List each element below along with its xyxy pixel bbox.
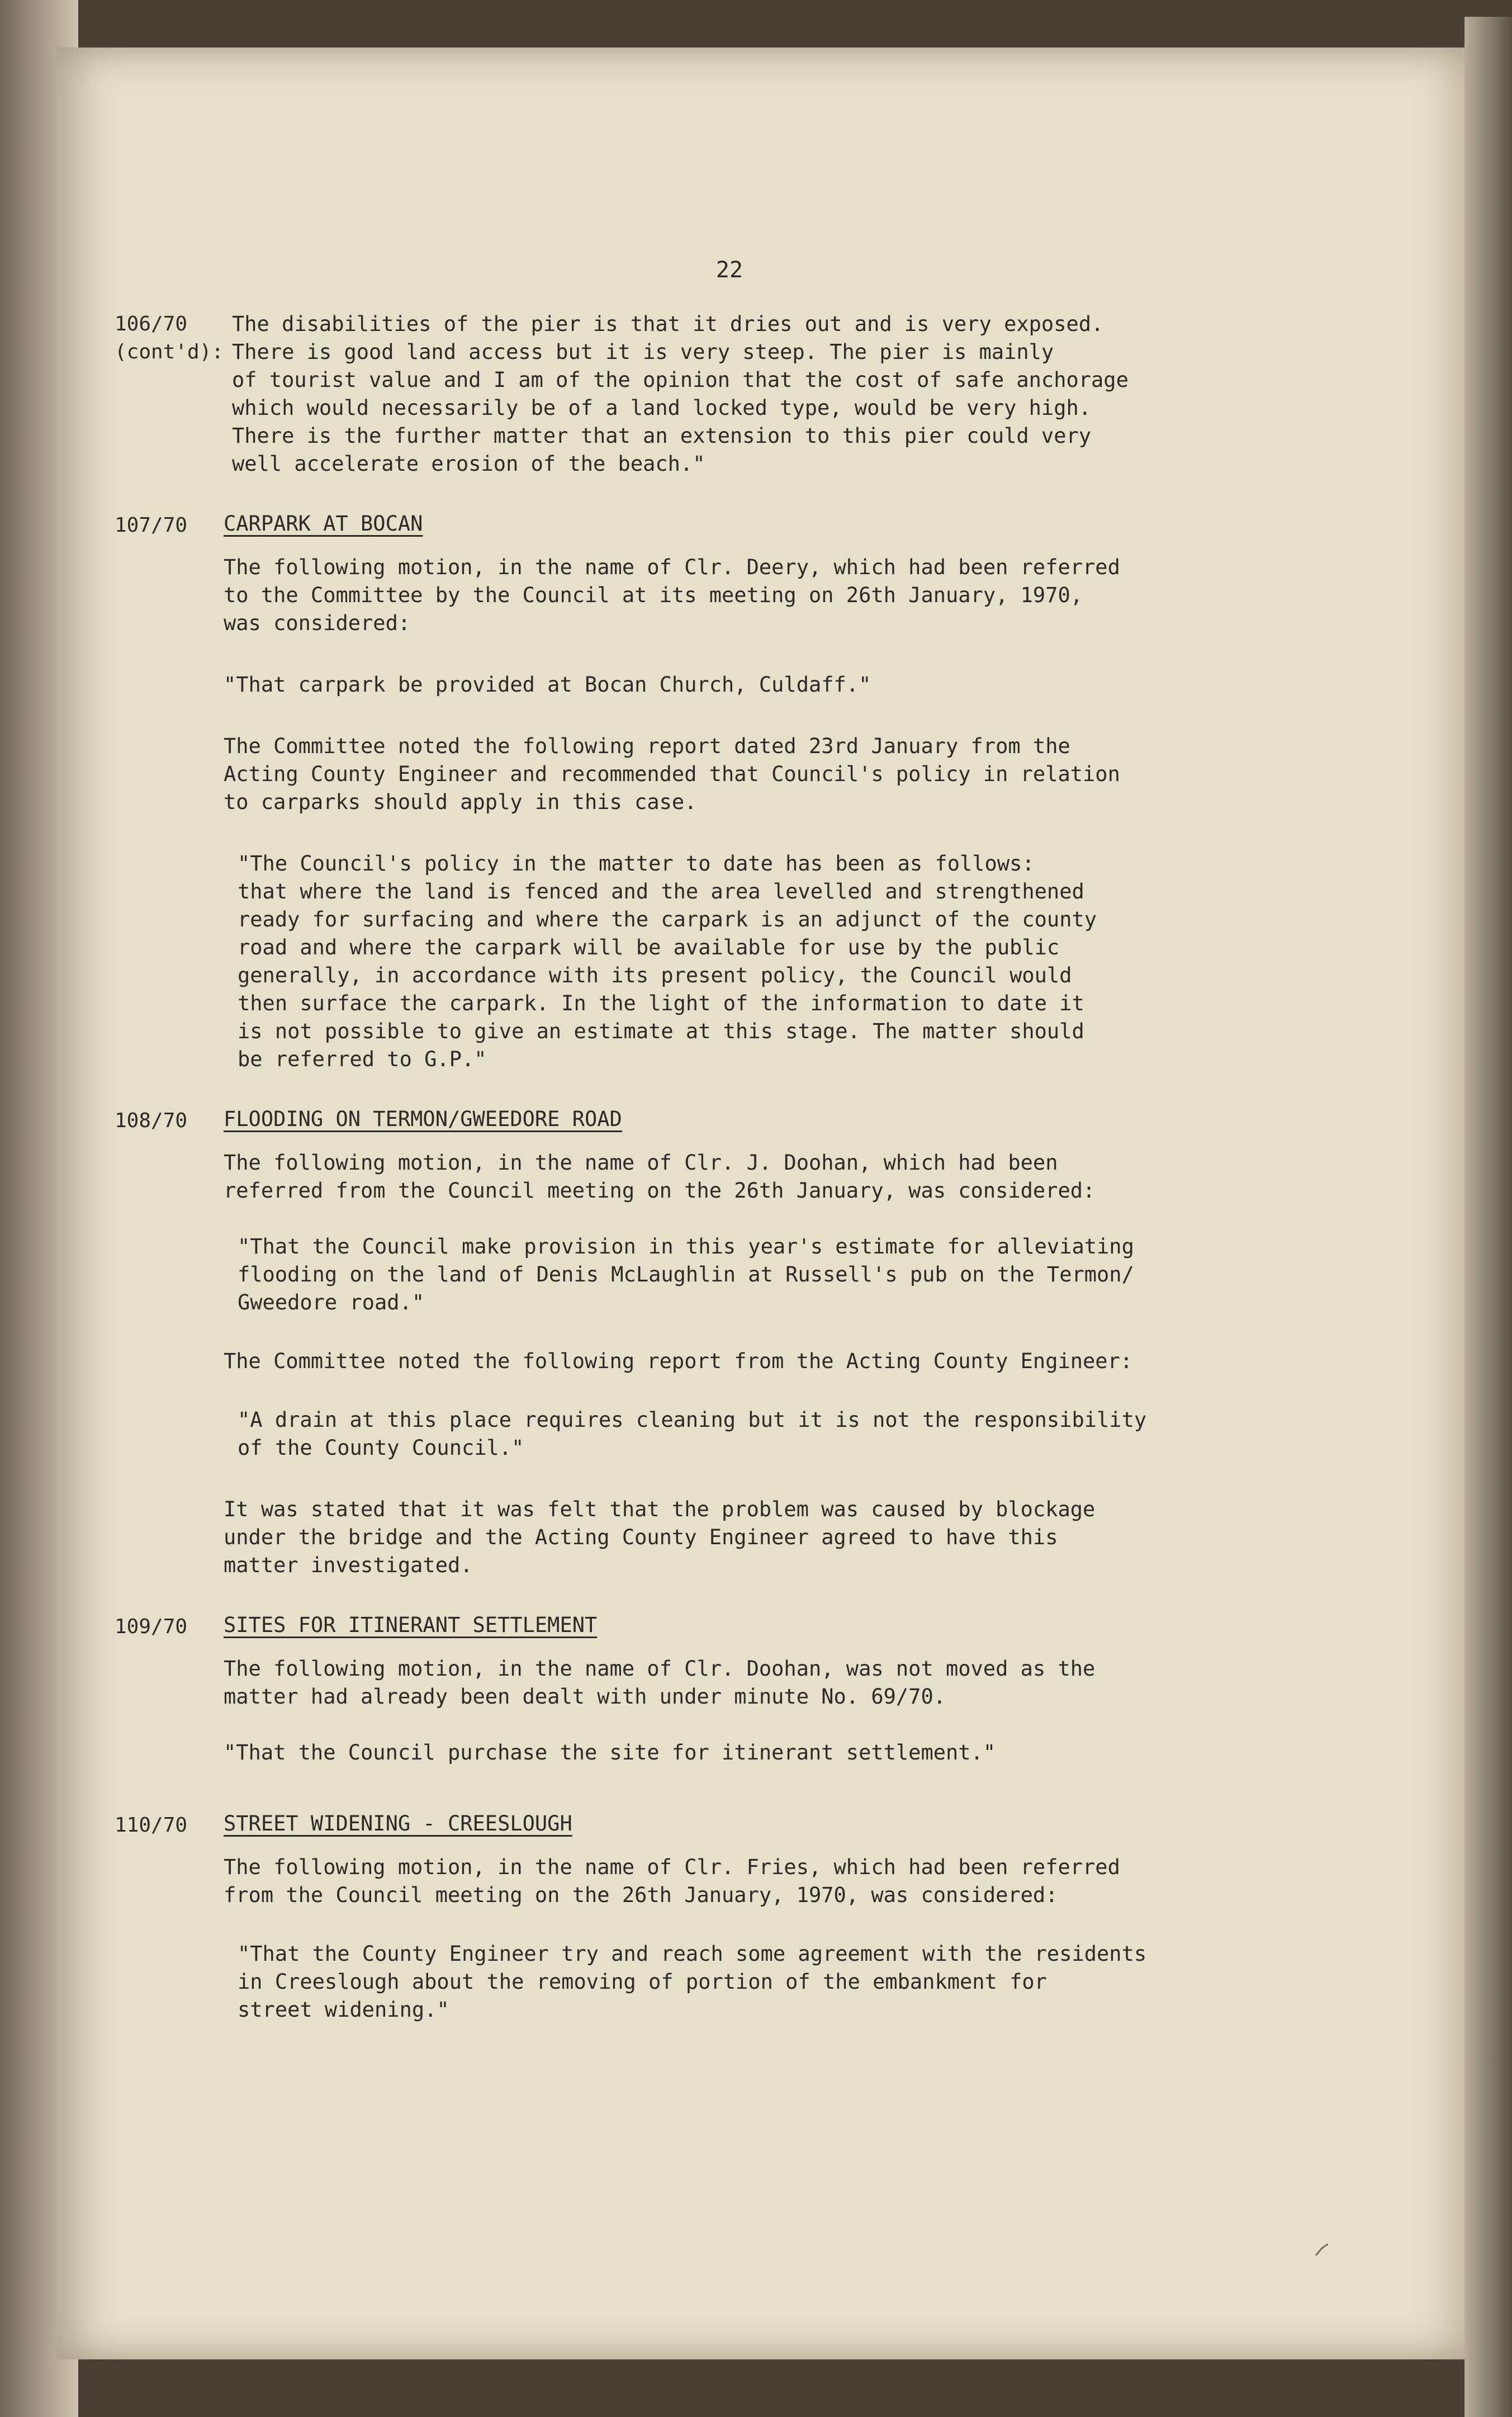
- paragraph: The following motion, in the name of Clr. J. Doohan, which had been referred from the Council meeting on the 26th January, was considered:: [224, 1151, 1096, 1203]
- paragraph: "A drain at this place requires cleaning but it is not the responsibility of the County Council.": [238, 1408, 1147, 1460]
- minute-number: 110/70: [115, 1814, 188, 1837]
- document-page: [56, 48, 1464, 2359]
- right-page-edge: [1464, 17, 1512, 2417]
- paragraph: The disabilities of the pier is that it dries out and is very exposed. There is good land access but it is very steep. The pier is mainly of tourist value and I am of the opinion that the cost of safe anchorage which would necessarily be of a land locked type, would be very high. There is the further matter that an extension to this pier could very well accelerate erosion of the beach.": [232, 312, 1129, 476]
- paragraph: The following motion, in the name of Clr. Doohan, was not moved as the matter had already been dealt with under minute No. 69/70.: [224, 1657, 1096, 1709]
- paragraph: The Committee noted the following report from the Acting County Engineer:: [224, 1349, 1133, 1373]
- section-heading: CARPARK AT BOCAN: [224, 512, 423, 536]
- minute-number: 107/70: [115, 514, 188, 537]
- minute-number: 106/70 (cont'd):: [115, 313, 224, 363]
- paragraph: The following motion, in the name of Clr. Fries, which had been referred from the Council meeting on the 26th January, 1970, was considered:: [224, 1855, 1120, 1907]
- minute-number: 108/70: [115, 1109, 188, 1132]
- section-heading: STREET WIDENING - CREESLOUGH: [224, 1811, 572, 1836]
- paragraph: "That the Council purchase the site for itinerant settlement.": [224, 1740, 996, 1765]
- paragraph: It was stated that it was felt that the problem was caused by blockage under the bridge and the Acting County Engineer agreed to have this matter investigated.: [224, 1497, 1096, 1577]
- paragraph: "The Council's policy in the matter to date has been as follows: that where the land is fenced and the area levelled and strengthened ready for surfacing and where the carpark is an adjunct of the county road and where the carpark will be available for use by the public generally, in accordance with its present policy, the Council would then surface the carpark. In the light of the information to date it is not possible to give an estimate at this stage. The matter should be referred to G.P.": [238, 852, 1097, 1071]
- paragraph: "That the Council make provision in this year's estimate for alleviating flooding on the land of Denis McLaughlin at Russell's pub on the Termon/ Gweedore road.": [238, 1234, 1134, 1314]
- paragraph: The Committee noted the following report dated 23rd January from the Acting County Engineer and recommended that Council's policy in relation to carparks should apply in this case.: [224, 734, 1120, 814]
- paragraph: "That carpark be provided at Bocan Church, Culdaff.": [224, 673, 871, 697]
- page-number: 22: [715, 257, 743, 283]
- paragraph: The following motion, in the name of Clr. Deery, which had been referred to the Committee by the Council at its meeting on 26th January, 1970, was considered:: [224, 555, 1120, 635]
- minute-number: 109/70: [115, 1615, 188, 1638]
- section-heading: SITES FOR ITINERANT SETTLEMENT: [224, 1613, 598, 1637]
- paragraph: "That the County Engineer try and reach some agreement with the residents in Creeslough about the removing of portion of the embankment for street widening.": [238, 1942, 1147, 2022]
- section-heading: FLOODING ON TERMON/GWEEDORE ROAD: [224, 1107, 622, 1131]
- pen-mark-icon: [1314, 2242, 1330, 2259]
